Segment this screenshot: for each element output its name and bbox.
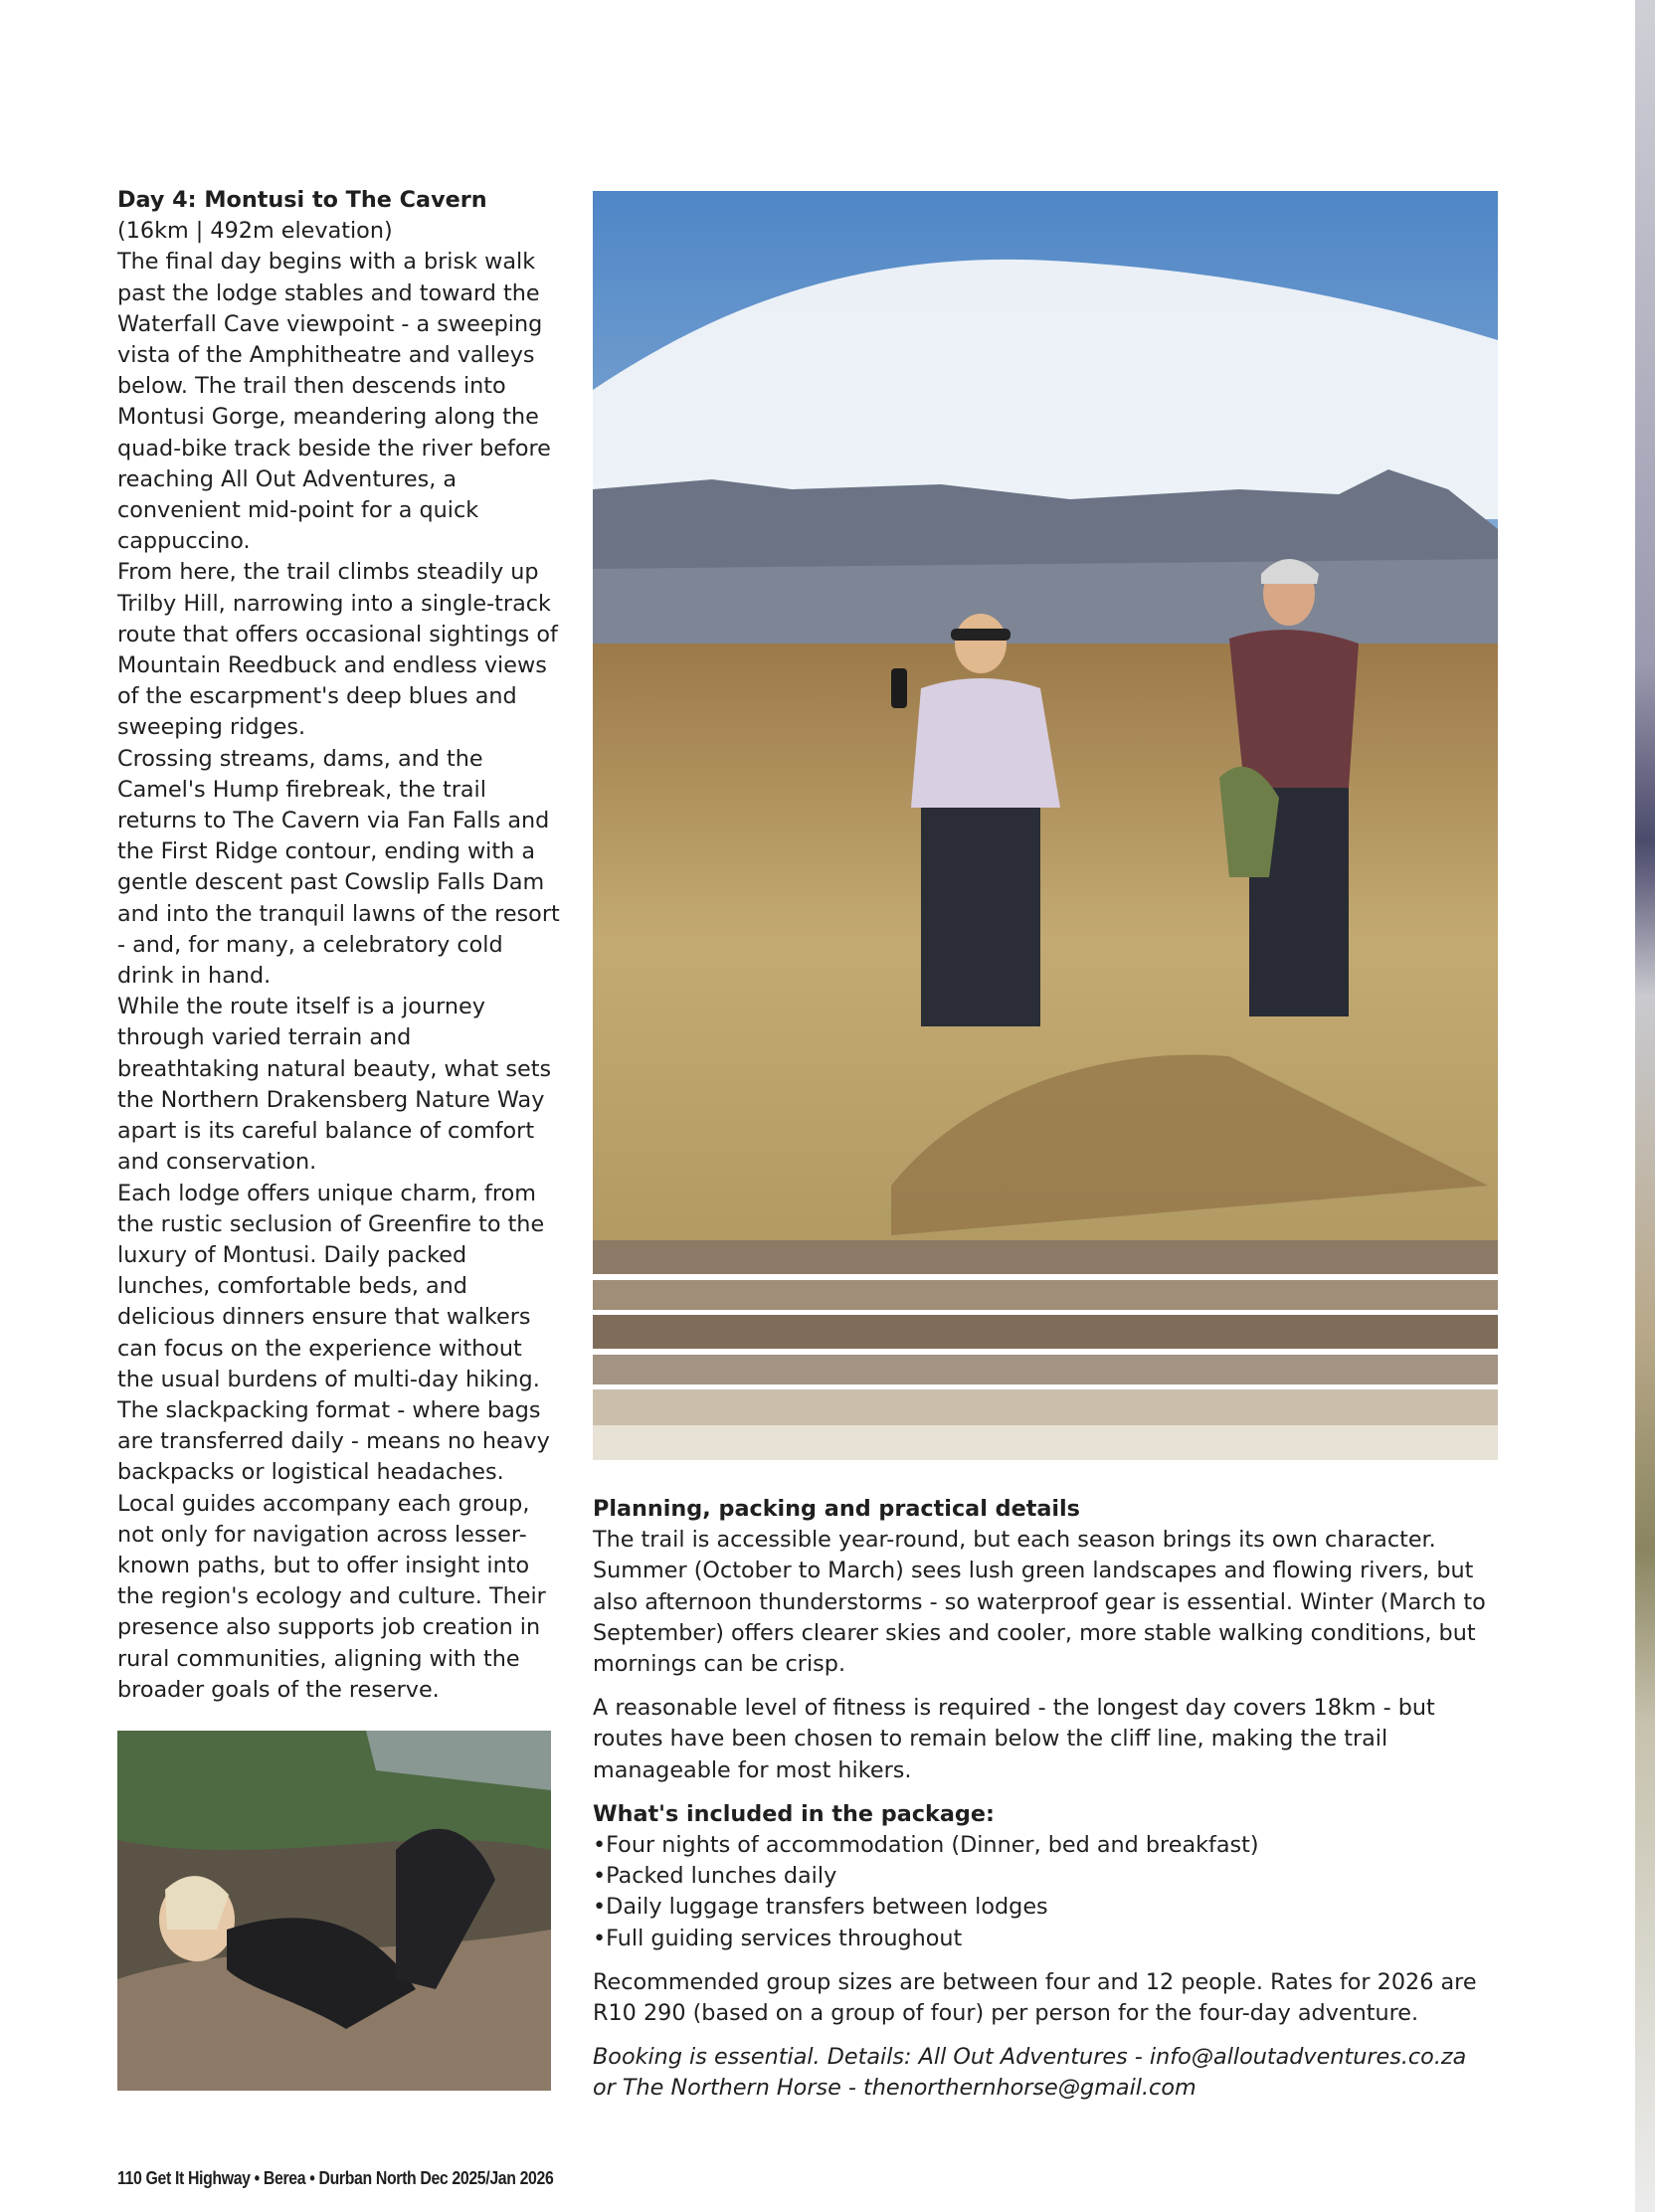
package-heading: What's included in the package: [593, 1800, 995, 1827]
package-item: • Packed lunches daily [593, 1861, 1488, 1892]
hikers-photo [593, 191, 1498, 1460]
day4-heading: Day 4: Montusi to The Cavern [117, 187, 487, 213]
planning-paragraph-1: The trail is accessible year-round, but each season brings its own character. Summer (October to March) sees lush green landscapes and flowing rivers, but also afternoon thunderstorms - so waterproof gear is essential. Winter (March to September) offers clearer skies and cooler, more stable walking conditions, but mornings can be crisp. [593, 1527, 1486, 1678]
day4-paragraph-4: While the route itself is a journey through varied terrain and breathtaking natural beauty, what sets the Northern Drakensberg Nature Way apart is its careful balance of comfort and conservation. [117, 994, 552, 1176]
package-list [593, 1830, 1488, 1954]
day4-paragraph-6: Local guides accompany each group, not only for navigation across lesser-known paths, but to offer insight into the region's ecology and culture. Their presence also supports job creation in rural communities, aligning with the broader goals of the reserve. [117, 1490, 546, 1703]
day4-subheading: (16km | 492m elevation) [117, 218, 393, 245]
package-item: • Daily luggage transfers between lodges [593, 1892, 1488, 1923]
package-item: • Four nights of accommodation (Dinner, bed and breakfast) [593, 1830, 1488, 1861]
booking-details: Booking is essential. Details: All Out Adventures - info@alloutadventures.co.za or The Northern Horse - thenorthernhorse@gmail.com [593, 2044, 1467, 2102]
page-footer: 110 Get It Highway • Berea • Durban North Dec 2025/Jan 2026 [117, 2168, 554, 2188]
log-fence [593, 1240, 1498, 1460]
package-item: • Full guiding services throughout [593, 1924, 1488, 1954]
day4-paragraph-5: Each lodge offers unique charm, from the rustic seclusion of Greenfire to the luxury of Montusi. Daily packed lunches, comfortable beds, and delicious dinners ensure that walkers can focus on the experience without the usual burdens of multi-day hiking. The slackpacking format - where bags are transferred daily - means no heavy backpacks or logistical headaches. [117, 1180, 550, 1486]
planning-paragraph-2: A reasonable level of fitness is required - the longest day covers 18km - but routes have been chosen to remain below the cliff line, making the trail manageable for most hikers. [593, 1695, 1435, 1783]
planning-heading: Planning, packing and practical details [593, 1496, 1080, 1522]
resting-hiker-photo [117, 1731, 551, 2091]
day4-paragraph-3: Crossing streams, dams, and the Camel's Hump firebreak, the trail returns to The Cavern via Fan Falls and the First Ridge contour, ending with a gentle descent past Cowslip Falls Dam and into the tranquil lawns of the resort - and, for many, a celebratory cold drink in hand. [117, 745, 560, 990]
rates-paragraph: Recommended group sizes are between four and 12 people. Rates for 2026 are R10 290 (based on a group of four) per person for the four-day adventure. [593, 1968, 1477, 2027]
left-column [117, 185, 560, 1706]
right-column [593, 1494, 1488, 2105]
day4-paragraph-1: The final day begins with a brisk walk past the lodge stables and toward the Waterfall Cave viewpoint - a sweeping vista of the Amphitheatre and valleys below. The trail then descends into Montusi Gorge, meandering along the quad-bike track beside the river before reaching All Out Adventures, a convenient mid-point for a quick cappuccino. [117, 249, 551, 555]
adjacent-page-edge [1629, 0, 1655, 2212]
day4-paragraph-2: From here, the trail climbs steadily up Trilby Hill, narrowing into a single-track route that offers occasional sightings of Mountain Reedbuck and endless views of the escarpment's deep blues and sweeping ridges. [117, 559, 558, 741]
